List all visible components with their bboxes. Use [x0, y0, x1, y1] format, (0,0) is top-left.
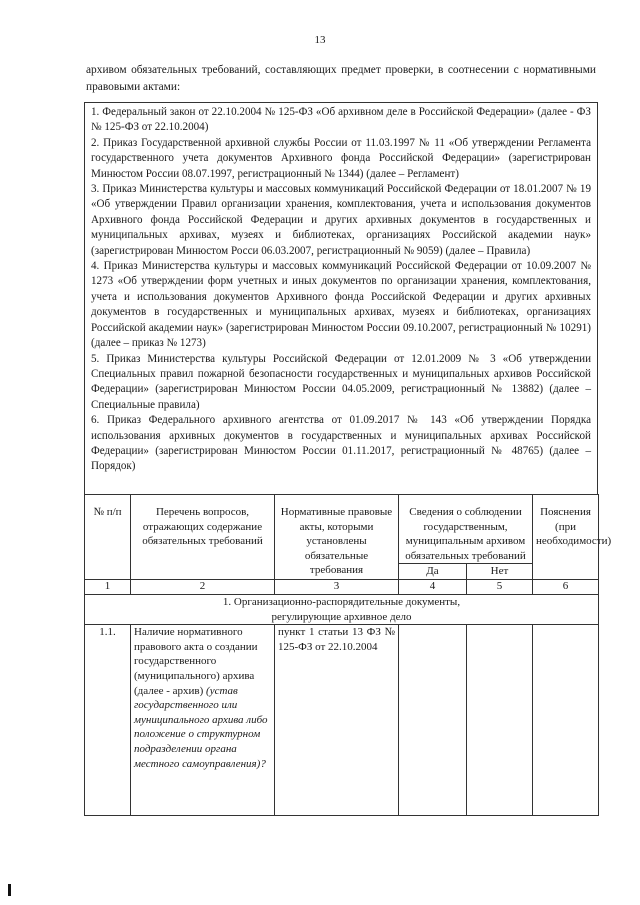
header-acts: Нормативные правовые акты, которыми установлены обязательные требования — [275, 495, 399, 580]
column-number: 2 — [131, 579, 275, 594]
column-number: 6 — [533, 579, 599, 594]
column-number: 3 — [275, 579, 399, 594]
regulation-item: 5. Приказ Министерства культуры Российской Федерации от 12.01.2009 № 3 «Об утверждении Специальных правил пожарной безопасности государственных и муниципальных архивов Российской Федерации» (зарегистрирован Минюстом России 04.05.2009, регистрационный № 13882) (далее – Специальные правила) — [91, 352, 591, 411]
table-header-row — [85, 495, 599, 564]
row-yes[interactable] — [399, 625, 467, 816]
intro-text: архивом обязательных требований, составляющих предмет проверки, в соотнесении с нормативными правовыми актами: — [86, 64, 596, 93]
section-title: 1. Организационно-распорядительные документы, регулирующие архивное дело — [85, 594, 599, 624]
row-no[interactable] — [467, 625, 533, 816]
regulation-item: 6. Приказ Федерального архивного агентства от 01.09.2017 № 143 «Об утверждении Порядка использования архивных документов в государственных и муниципальных архивах Российской Федерации» (зарегистрирован Минюстом России 01.11.2017, регистрационный № 48765) (далее – Порядок) — [91, 414, 591, 473]
row-question — [131, 625, 275, 816]
row-num: 1.1. — [85, 625, 131, 816]
regulation-item: 2. Приказ Государственной архивной службы России от 11.03.1997 № 11 «Об утверждении Регламента государственного учета документов Архивного фонда Российской Федерации» (зарегистрирован Минюстом России 08.07.1997, регистрационный № 1344) (далее – Регламент) — [91, 136, 591, 180]
header-num: № п/п — [85, 495, 131, 580]
header-notes: Пояснения (при необходимости) — [533, 495, 599, 580]
row-question-text: Наличие нормативного правового акта о создании государственного (муниципального) архива (далее - архив) — [134, 626, 258, 697]
page-number: 13 — [314, 34, 326, 46]
section-row — [85, 594, 599, 624]
header-compliance: Сведения о соблюдении государственным, муниципальным архивом обязательных требований — [399, 495, 533, 564]
header-no: Нет — [467, 564, 533, 580]
scan-artifact — [8, 884, 11, 896]
header-yes: Да — [399, 564, 467, 580]
regulation-item: 3. Приказ Министерства культуры и массовых коммуникаций Российской Федерации от 18.01.2007 № 19 «Об утверждении Правил организации хранения, комплектования, учета и использования документов Архивного фонда Российской Федерации и других архивных документов в государственных и муниципальных архивах, музеях и библиотеках, организациях Российской академии наук» (зарегистрирован Минюстом Росси 06.03.2007, регистрационный № 9059) (далее – Правила) — [91, 183, 591, 257]
row-question-note: (устав государственного или муниципального архива либо положение о структурном подразделении органа местного самоуправления)? — [134, 684, 268, 770]
header-questions: Перечень вопросов, отражающих содержание обязательных требований — [131, 495, 275, 580]
row-notes[interactable] — [533, 625, 599, 816]
column-number: 1 — [85, 579, 131, 594]
checklist-table — [84, 494, 612, 816]
regulation-item: 1. Федеральный закон от 22.10.2004 № 125-ФЗ «Об архивном деле в Российской Федерации» (далее - ФЗ № 125-ФЗ от 22.10.2004) — [91, 106, 591, 134]
regulations-list — [84, 102, 598, 495]
table-row — [85, 625, 599, 816]
column-number-row — [85, 579, 599, 594]
regulation-item: 4. Приказ Министерства культуры и массовых коммуникаций Российской Федерации от 10.09.2007 № 1273 «Об утверждении форм учетных и иных документов по организации хранения, комплектования, учета и использования документов Архивного фонда Российской Федерации и других архивных документов в государственных и муниципальных архивах, музеях и библиотеках, организациях Российской академии наук» (зарегистрирован Минюстом России 09.10.2007, регистрационный № 10291) (далее – приказ № 1273) — [91, 260, 591, 350]
column-number: 5 — [467, 579, 533, 594]
column-number: 4 — [399, 579, 467, 594]
row-act: пункт 1 статьи 13 ФЗ № 125-ФЗ от 22.10.2004 — [275, 625, 399, 816]
